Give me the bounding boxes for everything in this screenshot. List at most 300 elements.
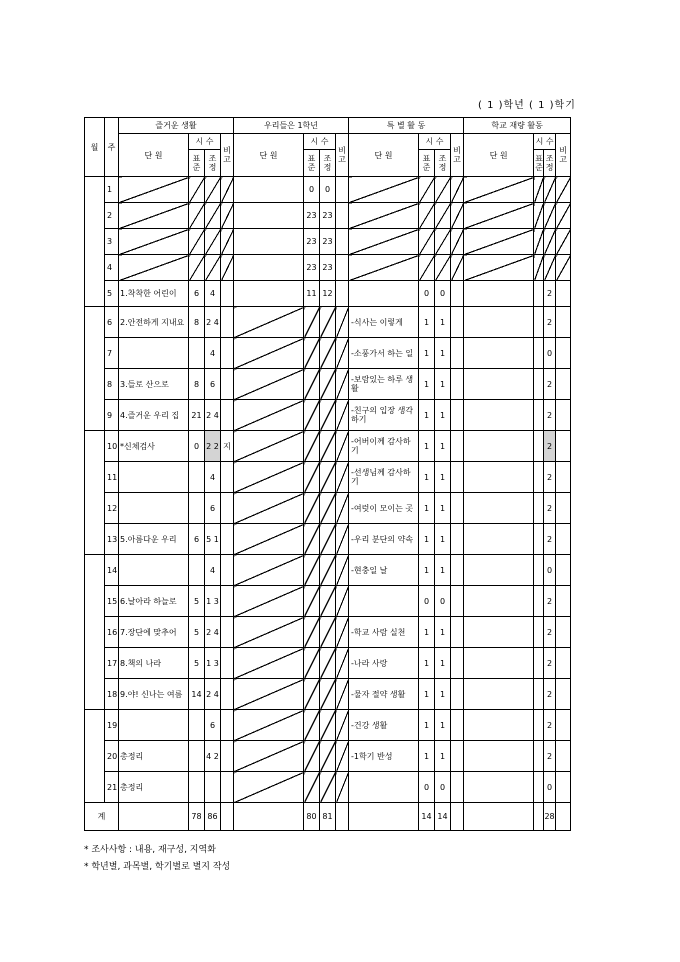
note-item: * 학년별, 과목별, 학기별로 별지 작성	[84, 862, 231, 872]
standard-cell	[189, 177, 205, 203]
standard-header: 표준	[534, 150, 544, 177]
remark-cell	[451, 255, 464, 281]
unit-cell	[464, 679, 534, 710]
remark-cell	[221, 281, 234, 307]
unit-cell: -소풍가서 하는 일	[349, 338, 419, 369]
standard-cell	[304, 586, 320, 617]
standard-cell: 0	[189, 431, 205, 462]
unit-cell: 9.야! 신나는 여름	[119, 679, 189, 710]
remark-cell	[556, 229, 571, 255]
remark-cell	[451, 307, 464, 338]
remark-cell	[336, 255, 349, 281]
table-row	[85, 617, 571, 648]
standard-cell	[189, 555, 205, 586]
unit-cell	[234, 203, 304, 229]
remark-cell	[336, 679, 349, 710]
unit-header: 단 원	[349, 134, 419, 177]
standard-cell: 23	[304, 203, 320, 229]
standard-cell	[304, 369, 320, 400]
remark-cell	[451, 679, 464, 710]
standard-cell	[534, 617, 544, 648]
standard-cell: 11	[304, 281, 320, 307]
unit-cell	[464, 524, 534, 555]
remark-header: 비고	[336, 134, 349, 177]
unit-cell	[234, 493, 304, 524]
adjusted-cell: 1	[435, 555, 451, 586]
remark-cell	[556, 431, 571, 462]
table-row	[85, 555, 571, 586]
remark-cell	[451, 400, 464, 431]
standard-cell: 1	[419, 648, 435, 679]
adjusted-cell: 1	[435, 648, 451, 679]
standard-cell	[304, 400, 320, 431]
table-row	[85, 648, 571, 679]
table-row	[85, 338, 571, 369]
unit-cell: -현충일 날	[349, 555, 419, 586]
adjusted-cell: 2	[544, 586, 556, 617]
remark-cell	[451, 524, 464, 555]
month-cell	[85, 431, 105, 555]
standard-cell	[189, 772, 205, 803]
adjusted-cell	[320, 741, 336, 772]
standard-cell: 14	[189, 679, 205, 710]
standard-cell	[534, 555, 544, 586]
unit-cell	[234, 400, 304, 431]
adjusted-cell: 2 4	[205, 679, 221, 710]
standard-cell: 1	[419, 524, 435, 555]
unit-cell	[349, 177, 419, 203]
standard-cell: 1	[419, 617, 435, 648]
subject-header-3: 특 별 활 동	[349, 118, 464, 134]
unit-cell: -식사는 이렇게	[349, 307, 419, 338]
remark-cell	[556, 710, 571, 741]
unit-cell: 2.안전하게 지내요	[119, 307, 189, 338]
unit-cell	[464, 493, 534, 524]
remark-header: 비고	[556, 134, 571, 177]
adjusted-cell: 0	[435, 586, 451, 617]
remark-header: 비고	[221, 134, 234, 177]
unit-cell	[464, 203, 534, 229]
unit-cell	[234, 462, 304, 493]
table-row	[85, 281, 571, 307]
remark-cell	[451, 338, 464, 369]
adjusted-cell: 23	[320, 229, 336, 255]
adjusted-cell: 0	[544, 338, 556, 369]
standard-cell: 6	[189, 281, 205, 307]
standard-cell	[304, 462, 320, 493]
remark-cell	[336, 772, 349, 803]
adjusted-cell: 2	[544, 493, 556, 524]
standard-cell	[534, 648, 544, 679]
remark-cell	[336, 203, 349, 229]
adjusted-cell: 2	[544, 679, 556, 710]
week-cell: 12	[105, 493, 119, 524]
adjusted-cell: 2	[544, 307, 556, 338]
table-row	[85, 741, 571, 772]
unit-cell	[119, 493, 189, 524]
unit-cell	[464, 555, 534, 586]
adjusted-cell	[320, 431, 336, 462]
adjusted-cell	[544, 203, 556, 229]
adjusted-cell: 2	[544, 369, 556, 400]
table-row	[85, 679, 571, 710]
remark-cell	[336, 586, 349, 617]
unit-cell	[464, 772, 534, 803]
total-row	[85, 803, 571, 831]
standard-cell: 5	[189, 648, 205, 679]
remark-cell	[336, 555, 349, 586]
adjusted-cell	[435, 255, 451, 281]
month-cell	[85, 307, 105, 431]
week-cell: 1	[105, 177, 119, 203]
adjusted-cell: 2	[544, 281, 556, 307]
unit-cell	[119, 229, 189, 255]
standard-cell: 1	[419, 431, 435, 462]
standard-cell: 1	[419, 493, 435, 524]
remark-cell	[556, 400, 571, 431]
unit-cell: 3.들로 산으로	[119, 369, 189, 400]
unit-header: 단 원	[234, 134, 304, 177]
remark-cell	[336, 307, 349, 338]
unit-cell	[234, 772, 304, 803]
adjusted-cell: 2	[544, 524, 556, 555]
standard-cell	[534, 431, 544, 462]
standard-cell	[189, 741, 205, 772]
table-row	[85, 710, 571, 741]
semester-title: ( 1 )학년 ( 1 )학기	[478, 100, 576, 111]
unit-cell	[119, 710, 189, 741]
unit-cell	[464, 177, 534, 203]
adjusted-cell: 2	[544, 710, 556, 741]
adjusted-cell: 1	[435, 462, 451, 493]
week-cell: 19	[105, 710, 119, 741]
adjusted-cell: 6	[205, 710, 221, 741]
standard-cell: 1	[419, 555, 435, 586]
unit-cell	[464, 400, 534, 431]
adjusted-cell: 6	[205, 369, 221, 400]
standard-cell: 8	[189, 307, 205, 338]
adjusted-cell: 1	[435, 741, 451, 772]
adjusted-cell: 4	[205, 338, 221, 369]
week-cell: 16	[105, 617, 119, 648]
unit-cell: -우리 분단의 약속	[349, 524, 419, 555]
standard-cell	[534, 741, 544, 772]
adjusted-cell: 2	[544, 648, 556, 679]
unit-cell	[464, 369, 534, 400]
adjusted-cell	[205, 255, 221, 281]
remark-cell	[451, 803, 464, 831]
standard-cell: 78	[189, 803, 205, 831]
standard-cell	[534, 710, 544, 741]
remark-cell	[221, 203, 234, 229]
standard-cell	[534, 369, 544, 400]
adjusted-cell: 0	[544, 772, 556, 803]
standard-cell	[304, 679, 320, 710]
adjusted-cell	[435, 229, 451, 255]
unit-cell	[234, 431, 304, 462]
adjusted-cell: 5 1	[205, 524, 221, 555]
unit-cell	[119, 177, 189, 203]
week-cell: 4	[105, 255, 119, 281]
remark-cell	[221, 772, 234, 803]
adjusted-cell: 2 4	[205, 307, 221, 338]
adjusted-cell	[320, 617, 336, 648]
remark-header: 비고	[451, 134, 464, 177]
standard-cell	[534, 229, 544, 255]
remark-cell	[556, 524, 571, 555]
month-cell	[85, 555, 105, 710]
adjusted-cell: 1	[435, 338, 451, 369]
unit-cell	[349, 229, 419, 255]
remark-cell	[556, 741, 571, 772]
unit-cell: 8.책의 나라	[119, 648, 189, 679]
unit-cell	[349, 255, 419, 281]
standard-cell	[304, 431, 320, 462]
remark-cell	[556, 648, 571, 679]
standard-cell	[304, 710, 320, 741]
adjusted-cell	[205, 177, 221, 203]
adjusted-cell	[320, 524, 336, 555]
remark-cell	[451, 431, 464, 462]
adjusted-cell: 1	[435, 307, 451, 338]
unit-cell	[464, 307, 534, 338]
adjusted-cell	[320, 586, 336, 617]
unit-cell	[349, 586, 419, 617]
unit-cell: -보람있는 하루 생활	[349, 369, 419, 400]
standard-cell	[189, 229, 205, 255]
unit-cell	[234, 803, 304, 831]
unit-header: 단 원	[464, 134, 534, 177]
unit-header: 단 원	[119, 134, 189, 177]
standard-cell: 1	[419, 741, 435, 772]
standard-cell	[534, 803, 544, 831]
unit-cell: -나라 사랑	[349, 648, 419, 679]
adjusted-cell: 0	[435, 772, 451, 803]
unit-cell: 6.날아라 하늘로	[119, 586, 189, 617]
unit-cell: 4.즐거운 우리 집	[119, 400, 189, 431]
standard-cell	[304, 648, 320, 679]
remark-cell	[451, 741, 464, 772]
remark-cell	[556, 493, 571, 524]
adjusted-cell: 81	[320, 803, 336, 831]
adjusted-cell: 1	[435, 369, 451, 400]
week-cell: 20	[105, 741, 119, 772]
total-label: 계	[85, 803, 119, 831]
adjusted-cell: 1	[435, 710, 451, 741]
week-cell: 11	[105, 462, 119, 493]
week-cell: 9	[105, 400, 119, 431]
week-cell: 15	[105, 586, 119, 617]
adjusted-cell: 2	[544, 400, 556, 431]
unit-cell	[119, 203, 189, 229]
hours-header: 시 수	[304, 134, 336, 150]
month-cell	[85, 710, 105, 803]
standard-cell	[189, 493, 205, 524]
standard-cell	[534, 281, 544, 307]
remark-cell	[221, 462, 234, 493]
remark-cell	[336, 462, 349, 493]
standard-cell	[419, 229, 435, 255]
remark-cell	[336, 229, 349, 255]
standard-cell	[534, 493, 544, 524]
standard-cell: 5	[189, 617, 205, 648]
unit-cell: 총정리	[119, 741, 189, 772]
standard-cell	[534, 307, 544, 338]
table-row	[85, 524, 571, 555]
month-header: 월	[85, 118, 105, 177]
unit-cell: 5.아름다운 우리	[119, 524, 189, 555]
unit-cell: 1.착착한 어린이	[119, 281, 189, 307]
standard-cell	[189, 255, 205, 281]
adjusted-cell	[205, 772, 221, 803]
remark-cell	[336, 617, 349, 648]
adjusted-cell: 4	[205, 462, 221, 493]
table-row	[85, 229, 571, 255]
adjusted-cell	[435, 203, 451, 229]
remark-cell	[556, 555, 571, 586]
standard-header: 표준	[419, 150, 435, 177]
remark-cell: 지	[221, 431, 234, 462]
standard-cell	[304, 493, 320, 524]
remark-cell	[336, 400, 349, 431]
table-row	[85, 431, 571, 462]
standard-cell	[534, 203, 544, 229]
unit-cell	[234, 555, 304, 586]
week-cell: 14	[105, 555, 119, 586]
remark-cell	[556, 586, 571, 617]
adjusted-cell	[544, 177, 556, 203]
week-cell: 17	[105, 648, 119, 679]
unit-cell	[234, 710, 304, 741]
remark-cell	[336, 281, 349, 307]
adjusted-cell: 23	[320, 203, 336, 229]
unit-cell	[349, 772, 419, 803]
unit-cell: -여럿이 모이는 곳	[349, 493, 419, 524]
remark-cell	[221, 617, 234, 648]
standard-cell	[534, 524, 544, 555]
subject-header-4: 학교 재량 활동	[464, 118, 571, 134]
week-cell: 3	[105, 229, 119, 255]
remark-cell	[556, 203, 571, 229]
standard-cell	[534, 586, 544, 617]
unit-cell	[349, 803, 419, 831]
remark-cell	[221, 803, 234, 831]
unit-cell	[119, 803, 189, 831]
standard-cell: 6	[189, 524, 205, 555]
week-cell: 21	[105, 772, 119, 803]
week-cell: 8	[105, 369, 119, 400]
table-row	[85, 307, 571, 338]
unit-cell	[464, 462, 534, 493]
adjusted-cell: 1	[435, 679, 451, 710]
standard-cell	[419, 255, 435, 281]
remark-cell	[221, 177, 234, 203]
unit-cell	[464, 431, 534, 462]
remark-cell	[556, 617, 571, 648]
remark-cell	[221, 307, 234, 338]
adjusted-cell	[544, 229, 556, 255]
remark-cell	[556, 772, 571, 803]
standard-cell	[419, 203, 435, 229]
unit-cell	[234, 255, 304, 281]
week-header: 주	[105, 118, 119, 177]
standard-cell: 21	[189, 400, 205, 431]
standard-cell	[304, 555, 320, 586]
remark-cell	[336, 648, 349, 679]
standard-cell: 1	[419, 679, 435, 710]
remark-cell	[556, 679, 571, 710]
unit-cell	[119, 255, 189, 281]
adjusted-cell: 2	[544, 617, 556, 648]
remark-cell	[336, 177, 349, 203]
unit-cell: 총정리	[119, 772, 189, 803]
remark-cell	[221, 679, 234, 710]
remark-cell	[221, 229, 234, 255]
unit-cell	[464, 586, 534, 617]
remark-cell	[556, 803, 571, 831]
remark-cell	[451, 648, 464, 679]
remark-cell	[336, 741, 349, 772]
adjusted-cell	[544, 255, 556, 281]
hours-header: 시 수	[534, 134, 556, 150]
unit-cell	[464, 617, 534, 648]
standard-cell	[304, 307, 320, 338]
adjusted-cell: 4	[205, 281, 221, 307]
remark-cell	[336, 710, 349, 741]
adjusted-header: 조정	[205, 150, 221, 177]
week-cell: 13	[105, 524, 119, 555]
standard-cell	[534, 255, 544, 281]
remark-cell	[451, 229, 464, 255]
standard-cell: 14	[419, 803, 435, 831]
remark-cell	[221, 400, 234, 431]
standard-cell: 0	[419, 281, 435, 307]
remark-cell	[556, 369, 571, 400]
unit-cell	[234, 338, 304, 369]
adjusted-header: 조정	[320, 150, 336, 177]
standard-cell	[419, 177, 435, 203]
remark-cell	[451, 617, 464, 648]
table-row	[85, 177, 571, 203]
hours-header: 시 수	[419, 134, 451, 150]
adjusted-cell: 2 2	[205, 431, 221, 462]
adjusted-cell: 6	[205, 493, 221, 524]
remark-cell	[221, 524, 234, 555]
remark-cell	[556, 255, 571, 281]
adjusted-cell	[320, 462, 336, 493]
unit-cell	[464, 255, 534, 281]
subject-header-1: 즐거운 생활	[119, 118, 234, 134]
unit-cell	[234, 177, 304, 203]
standard-header: 표준	[189, 150, 205, 177]
unit-cell	[464, 741, 534, 772]
unit-cell	[464, 281, 534, 307]
standard-cell	[189, 710, 205, 741]
remark-cell	[451, 710, 464, 741]
hours-header: 시 수	[189, 134, 221, 150]
adjusted-cell: 1 3	[205, 586, 221, 617]
unit-cell	[119, 338, 189, 369]
adjusted-cell: 1	[435, 617, 451, 648]
standard-cell: 1	[419, 400, 435, 431]
remark-cell	[556, 177, 571, 203]
unit-cell	[464, 229, 534, 255]
standard-cell	[304, 741, 320, 772]
standard-header: 표준	[304, 150, 320, 177]
adjusted-cell: 0	[435, 281, 451, 307]
remark-cell	[336, 803, 349, 831]
week-cell: 5	[105, 281, 119, 307]
